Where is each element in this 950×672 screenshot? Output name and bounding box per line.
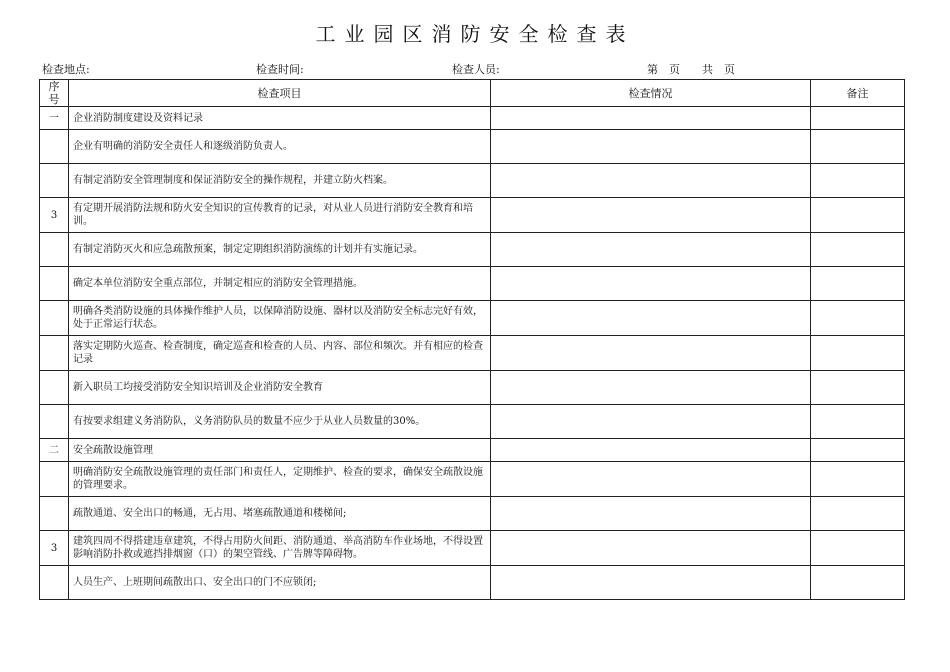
row-item: 有按要求组建义务消防队，义务消防队员的数量不应少于从业人员数量的30%。 — [69, 405, 491, 439]
time-label: 检查时间: — [256, 63, 304, 76]
table-row — [40, 371, 905, 405]
row-number — [40, 566, 69, 600]
header-remarks: 备注 — [811, 80, 905, 107]
table-row — [40, 164, 905, 198]
status-cell[interactable] — [491, 233, 811, 267]
row-item: 明确各类消防设施的具体操作维护人员，以保障消防设施、器材以及消防安全标志完好有效，处于正常运行状态。 — [69, 301, 491, 336]
remarks-cell[interactable] — [811, 566, 905, 600]
table-row — [40, 405, 905, 439]
remarks-cell[interactable] — [811, 371, 905, 405]
status-cell[interactable] — [491, 531, 811, 566]
row-number — [40, 371, 69, 405]
row-number — [40, 301, 69, 336]
remarks-cell[interactable] — [811, 130, 905, 164]
row-item: 有定期开展消防法规和防火安全知识的宣传教育的记录，对从业人员进行消防安全教育和培训。 — [69, 198, 491, 233]
row-item: 企业消防制度建设及资料记录 — [69, 107, 491, 130]
row-number: 二 — [40, 439, 69, 462]
status-cell[interactable] — [491, 267, 811, 301]
remarks-cell[interactable] — [811, 405, 905, 439]
row-number: 3 — [40, 198, 69, 233]
row-item: 安全疏散设施管理 — [69, 439, 491, 462]
remarks-cell[interactable] — [811, 462, 905, 497]
row-item: 有制定消防灭火和应急疏散预案，制定定期组织消防演练的计划并有实施记录。 — [69, 233, 491, 267]
row-number — [40, 497, 69, 531]
row-number — [40, 405, 69, 439]
status-cell[interactable] — [491, 130, 811, 164]
row-item: 企业有明确的消防安全责任人和逐级消防负责人。 — [69, 130, 491, 164]
remarks-cell[interactable] — [811, 301, 905, 336]
row-item: 确定本单位消防安全重点部位，并制定相应的消防安全管理措施。 — [69, 267, 491, 301]
status-cell[interactable] — [491, 405, 811, 439]
table-row — [40, 531, 905, 566]
row-item: 有制定消防安全管理制度和保证消防安全的操作规程，并建立防火档案。 — [69, 164, 491, 198]
row-item: 明确消防安全疏散设施管理的责任部门和责任人，定期维护、检查的要求，确保安全疏散设施的管理要求。 — [69, 462, 491, 497]
remarks-cell[interactable] — [811, 233, 905, 267]
row-number — [40, 130, 69, 164]
table-header-row — [40, 80, 905, 107]
remarks-cell[interactable] — [811, 336, 905, 371]
row-number — [40, 336, 69, 371]
page-counter: 第 页 共 页 — [647, 63, 735, 76]
status-cell[interactable] — [491, 336, 811, 371]
row-item: 落实定期防火巡查、检查制度，确定巡查和检查的人员、内容、部位和频次。并有相应的检查记录 — [69, 336, 491, 371]
remarks-cell[interactable] — [811, 497, 905, 531]
header-status: 检查情况 — [491, 80, 811, 107]
status-cell[interactable] — [491, 164, 811, 198]
location-label: 检查地点: — [42, 63, 90, 76]
table-row — [40, 497, 905, 531]
status-cell[interactable] — [491, 198, 811, 233]
row-number — [40, 164, 69, 198]
inspection-table — [39, 79, 905, 600]
inspector-label: 检查人员: — [452, 63, 500, 76]
remarks-cell[interactable] — [811, 439, 905, 462]
remarks-cell[interactable] — [811, 531, 905, 566]
row-item: 新入职员工均接受消防安全知识培训及企业消防安全教育 — [69, 371, 491, 405]
section-row — [40, 439, 905, 462]
table-row — [40, 267, 905, 301]
status-cell[interactable] — [491, 371, 811, 405]
table-row — [40, 233, 905, 267]
header-serial: 序号 — [40, 80, 69, 107]
status-cell[interactable] — [491, 497, 811, 531]
row-item: 人员生产、上班期间疏散出口、安全出口的门不应锁闭; — [69, 566, 491, 600]
section-row — [40, 107, 905, 130]
status-cell[interactable] — [491, 301, 811, 336]
row-number: 3 — [40, 531, 69, 566]
row-number — [40, 462, 69, 497]
table-row — [40, 198, 905, 233]
header-item: 检查项目 — [69, 80, 491, 107]
table-row — [40, 130, 905, 164]
remarks-cell[interactable] — [811, 107, 905, 130]
table-row — [40, 301, 905, 336]
remarks-cell[interactable] — [811, 267, 905, 301]
status-cell[interactable] — [491, 107, 811, 130]
table-row — [40, 566, 905, 600]
row-number: 一 — [40, 107, 69, 130]
row-number — [40, 233, 69, 267]
remarks-cell[interactable] — [811, 164, 905, 198]
row-item: 建筑四周不得搭建违章建筑，不得占用防火间距、消防通道、举高消防车作业场地，不得设置影响消防扑救或遮挡排烟窗（口）的架空管线、广告牌等障碍物。 — [69, 531, 491, 566]
status-cell[interactable] — [491, 462, 811, 497]
status-cell[interactable] — [491, 566, 811, 600]
status-cell[interactable] — [491, 439, 811, 462]
row-item: 疏散通道、安全出口的畅通，无占用、堵塞疏散通道和楼梯间; — [69, 497, 491, 531]
table-row — [40, 462, 905, 497]
remarks-cell[interactable] — [811, 198, 905, 233]
row-number — [40, 267, 69, 301]
page-title: 工业园区消防安全检查表 — [315, 22, 635, 46]
table-row — [40, 336, 905, 371]
